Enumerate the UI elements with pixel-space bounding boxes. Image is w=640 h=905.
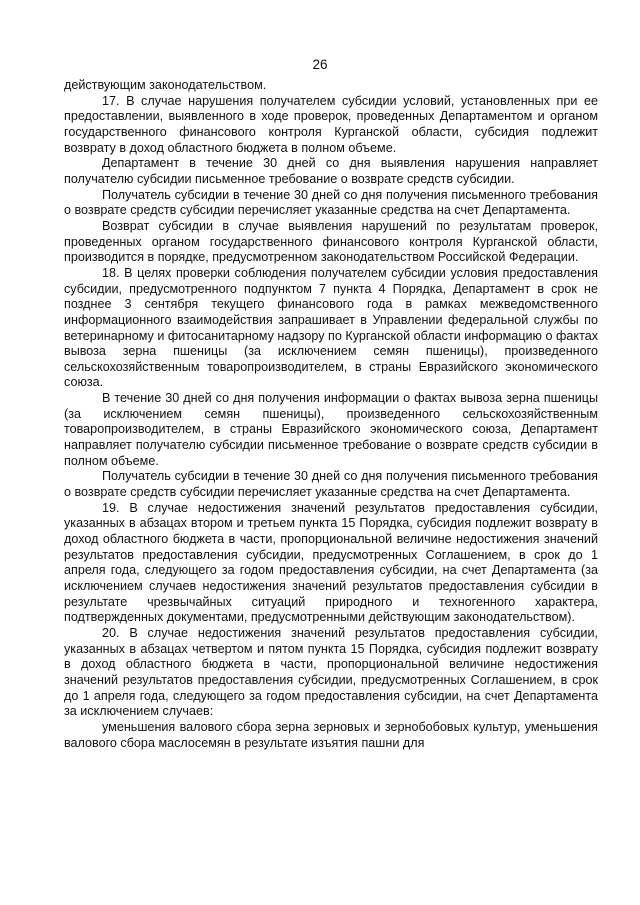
paragraph-department-notice: Департамент в течение 30 дней со дня выявления нарушения направляет получателю субсидии письменное требование о возврате средств субсидии. [64, 156, 598, 186]
paragraph-item-19: 19. В случае недостижения значений результатов предоставления субсидии, указанных в абзацах втором и третьем пункта 15 Порядка, субсидия подлежит возврату в доход областного бюджета в части, пропорциональной величине недостижения значений результатов предоставления субсидии, предусмотренных Соглашением, в срок до 1 апреля года, следующего за годом предоставления субсидии, на счет Департамента (за исключением случаев недостижения значений результатов предоставления субсидии в результате чрезвычайных ситуаций природного и техногенного характера, подтвержденных документами, предусмотренными действующим законодательством). [64, 500, 598, 625]
paragraph-recipient-return-2: Получатель субсидии в течение 30 дней со дня получения письменного требования о возврате средств субсидии перечисляет указанные средства на счет Департамента. [64, 469, 598, 500]
paragraph-item-20: 20. В случае недостижения значений результатов предоставления субсидии, указанных в абзацах четвертом и пятом пункта 15 Порядка, субсидия подлежит возврату в доход областного бюджета в части, пропорциональной величине недостижения значений результатов предоставления субсидии, предусмотренных Соглашением, в срок до 1 апреля года, следующего за годом предоставления субсидии, на счет Департамента за исключением случаев: [64, 625, 598, 719]
paragraph-export-info: В течение 30 дней со дня получения информации о фактах вывоза зерна пшеницы (за исключением семян пшеницы), произведенного сельскохозяйственным товаропроизводителем, в страны Евразийского экономического союза, Департамент направляет получателю субсидии письменное требование о возврате средств субсидии в полном объеме. [64, 391, 598, 468]
paragraph-item-18: 18. В целях проверки соблюдения получателем субсидии условия предоставления субсидии, предусмотренного подпунктом 7 пункта 4 Порядка, Департамент в срок не позднее 3 сентября текущего финансового года в рамках межведомственного информационного взаимодействия запрашивает в Управлении федеральной службы по ветеринарному и фитосанитарному надзору по Курганской области информацию о фактах вывоза зерна пшеницы (за исключением семян пшеницы), произведенного сельскохозяйственным товаропроизводителем, в страны Евразийского экономического союза. [64, 265, 598, 390]
paragraph-return-by-law: Возврат субсидии в случае выявления нарушений по результатам проверок, проведенных органом государственного финансового контроля Курганской области, производится в порядке, предусмотренном законодательством Российской Федерации. [64, 218, 598, 265]
paragraph-continuation: действующим законодательством. [64, 78, 267, 92]
page-number: 26 [312, 57, 328, 72]
paragraph-exception-case: уменьшения валового сбора зерна зерновых и зернобобовых культур, уменьшения валового сбора маслосемян в результате изъятия пашни для [64, 719, 598, 750]
paragraph-recipient-return: Получатель субсидии в течение 30 дней со дня получения письменного требования о возврате средств субсидии перечисляет указанные средства на счет Департамента. [64, 187, 598, 218]
paragraph-item-17: 17. В случае нарушения получателем субсидии условий, установленных при ее предоставлении, выявленного в ходе проверок, проведенных Департаментом и органом государственного финансового контроля Курганской области, субсидия подлежит возврату в доход областного бюджета в полном объеме. [64, 93, 598, 155]
document-body [64, 78, 598, 751]
